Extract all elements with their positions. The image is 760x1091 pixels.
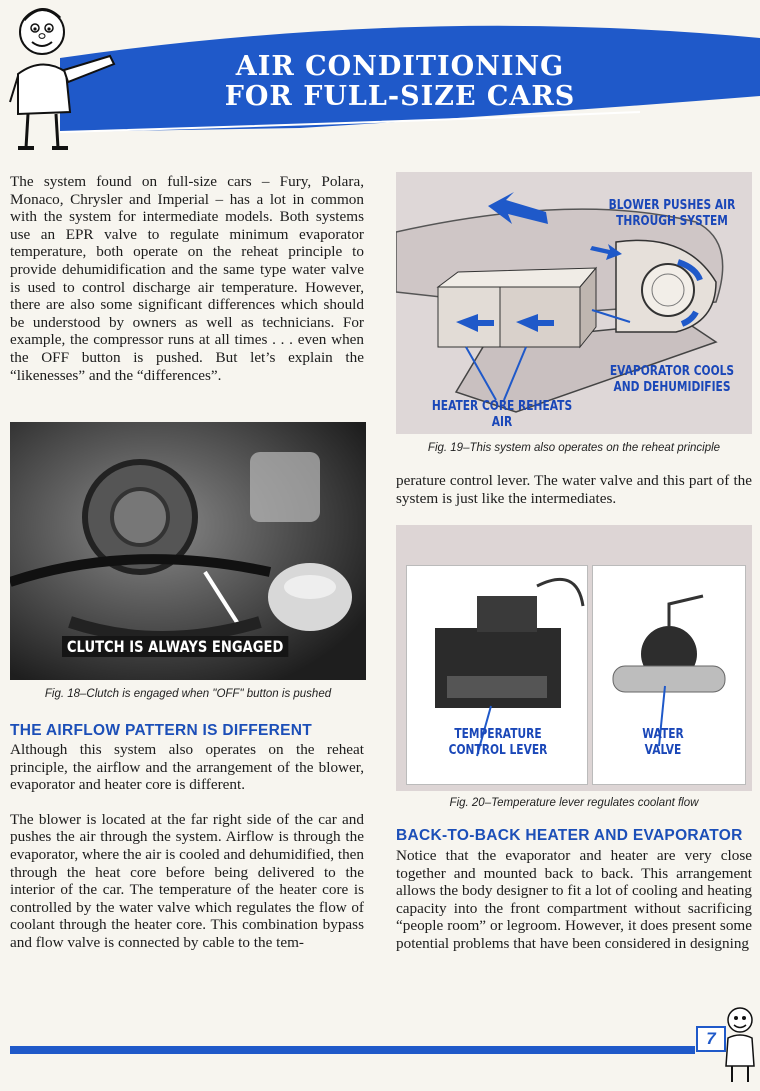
fig19-label-heater: HEATER CORE REHEATS AIR [431,399,573,430]
fig19-label-blower-line2: THROUGH SYSTEM [616,214,728,229]
fig19-label-blower-line1: BLOWER PUSHES AIR [608,198,736,213]
intro-paragraph: The system found on full-size cars – Fury, Polara, Monaco, Chrysler and Imperial – has a lot in common with the system for intermediate models. Both systems use an EPR valve to regulate minimum evaporator temperature, both operate on the reheat principle to provide dehumidification and the same type water valve is used to control discharge air temperature. However, there are also some significant differences which should be understood by owners as well as technicians. For example, the compressor runs at all times . . . even when the OFF button is pushed. But let’s explain the “likenesses” and the “differences”. [10,173,364,384]
back-to-back-text-block [396,847,752,953]
fig19-label-evaporator [598,364,746,396]
intro-text-block [10,173,364,384]
mascot-figure [4,2,124,152]
fig19-label-evap-line1: EVAPORATOR COOLS [609,364,735,379]
fig18-photo [10,422,366,680]
fig20-label-temp-line2: CONTROL LEVER [448,743,548,758]
section-heading-airflow: THE AIRFLOW PATTERN IS DIFFERENT [10,722,313,739]
fig20-caption: Fig. 20–Temperature lever regulates coolant flow [449,797,699,809]
fig20-photo-panel [396,525,752,791]
page-number: 7 [696,1026,726,1052]
fig20-label-temperature [432,727,563,759]
fig20-label-water-line2: VALVE [644,743,682,758]
fig20-label-temp-line1: TEMPERATURE [454,727,542,742]
footer-rule [10,1046,695,1054]
fig19-caption: Fig. 19–This system also operates on the reheat principle [427,442,721,454]
fig19-diagram [396,172,752,434]
section-heading-back-to-back: BACK-TO-BACK HEATER AND EVAPORATOR [396,827,743,844]
continuation-paragraph: perature control lever. The water valve and this part of the system is just like the intermediates. [396,472,752,507]
airflow-paragraph-1: Although this system also operates on the reheat principle, the airflow and the arrangement of the blower, evaporator and heater core is different. [10,741,364,794]
fig18-caption: Fig. 18–Clutch is engaged when "OFF" button is pushed [44,688,332,700]
continuation-text-block [396,472,752,507]
page-title [200,52,600,112]
airflow-paragraph-2: The blower is located at the far right side of the car and pushes the air through the system. Airflow is through the evaporator, where the air is cooled and dehumidified, then through the heat core before being delivered to the interior of the car. The temperature of the heater core is controlled by the water valve which regulates the flow of coolant through the heater core. This combination bypass and flow valve is connected by cable to the tem- [10,810,364,951]
fig18-overlay-label: CLUTCH IS ALWAYS ENGAGED [62,636,288,657]
back-to-back-paragraph: Notice that the evaporator and heater are very close together and mounted back to back. This arrangement allows the body designer to fit a lot of cooling and heating capacity into the front compartment without sacrificing “people room” or legroom. However, it does present some potential problems that have been considered in designing [396,847,752,952]
fig20-label-water-valve [626,727,700,759]
fig20-label-water-line1: WATER [642,727,684,742]
fig19-label-evap-line2: AND DEHUMIDIFIES [613,380,731,395]
footer-mascot-icon [720,1004,760,1084]
title-line-2: FOR FULL-SIZE CARS [224,81,576,112]
title-line-1: AIR CONDITIONING [235,51,565,82]
header-banner [0,0,760,150]
fig19-label-blower [590,198,752,230]
airflow-text-block [10,741,364,952]
